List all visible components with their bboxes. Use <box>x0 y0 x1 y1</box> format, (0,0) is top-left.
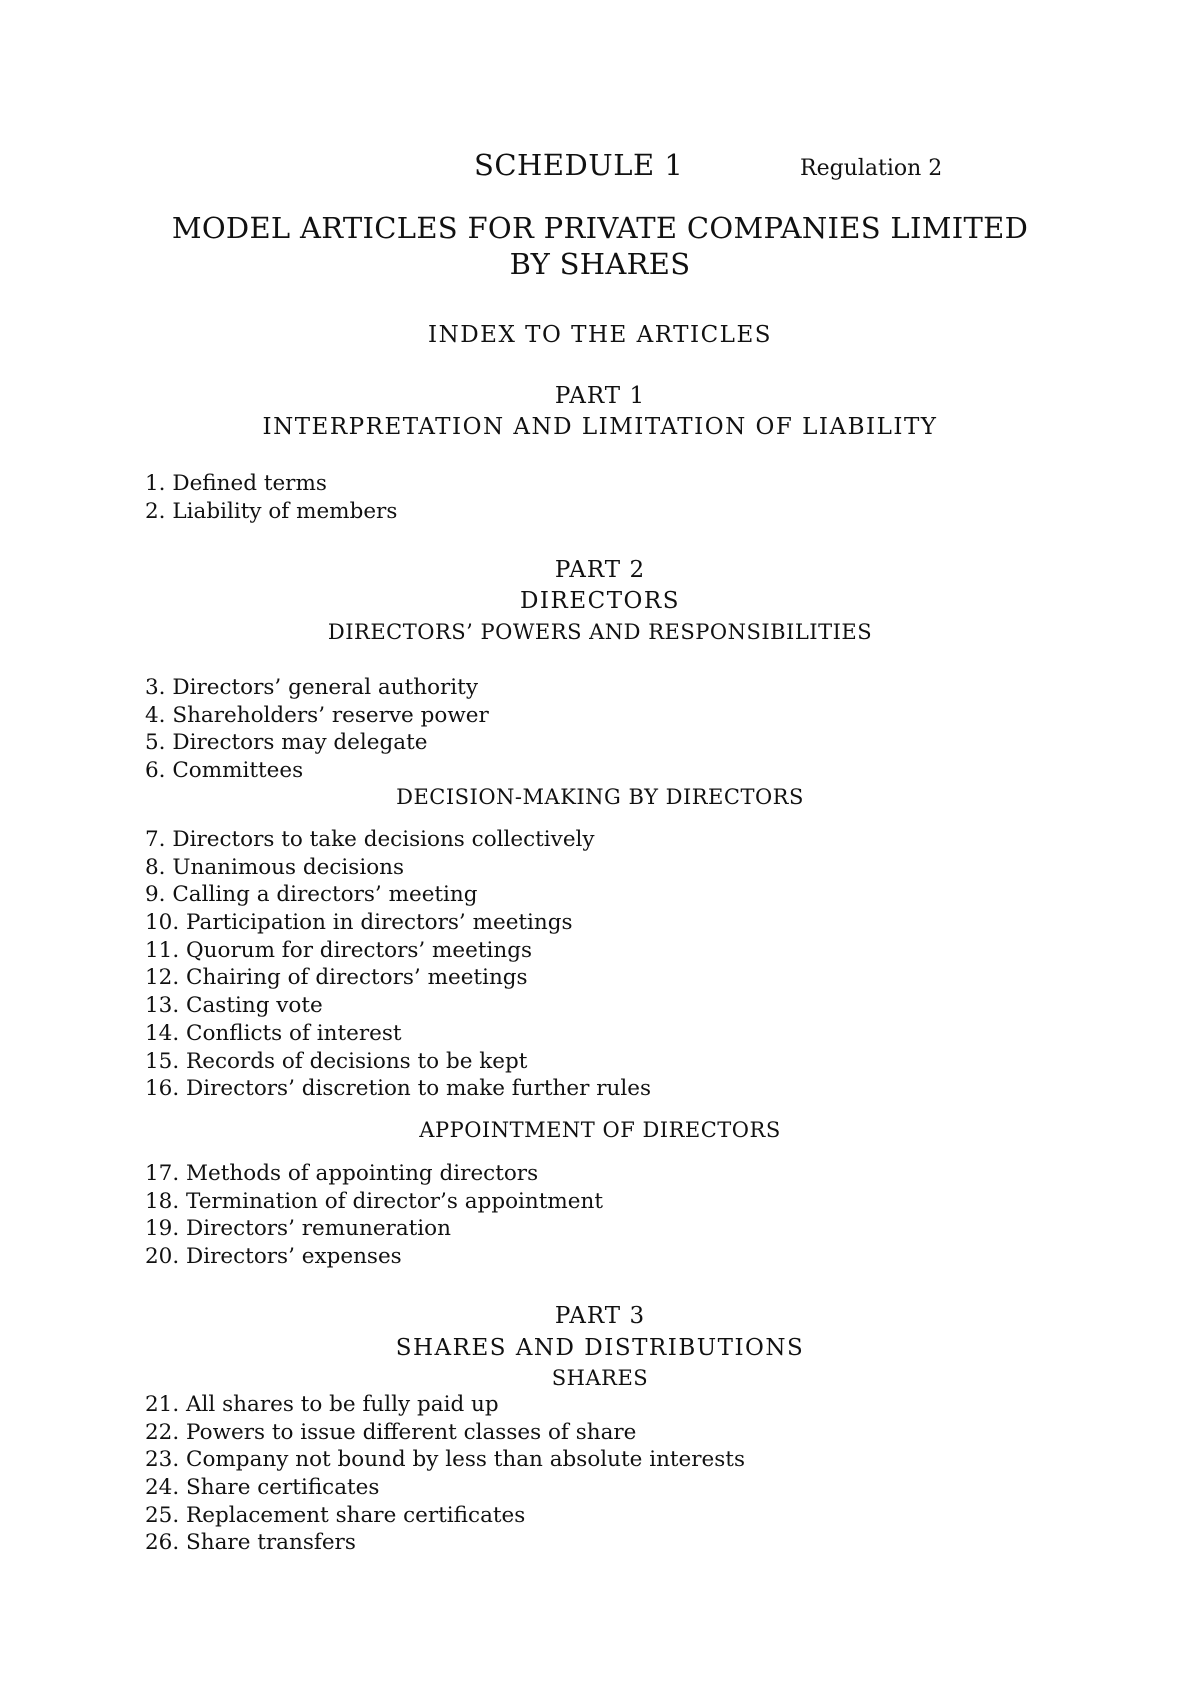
powers-article-list <box>145 674 489 785</box>
section-heading-shares: SHARES <box>551 1366 649 1390</box>
article-item: 21. All shares to be fully paid up <box>145 1392 499 1417</box>
schedule-heading: SCHEDULE 1 <box>474 148 684 182</box>
part3-title: SHARES AND DISTRIBUTIONS <box>395 1335 805 1361</box>
document-title: MODEL ARTICLES FOR PRIVATE COMPANIES LIMITED BY SHARES <box>171 211 1029 281</box>
article-item: 6. Committees <box>145 758 304 784</box>
article-item: 26. Share transfers <box>145 1530 356 1556</box>
appointment-article-list <box>145 1160 603 1271</box>
article-item: 12. Chairing of directors’ meetings <box>145 965 528 991</box>
article-item: 3. Directors’ general authority <box>145 675 478 700</box>
part3-label: PART 3 <box>554 1303 646 1329</box>
article-item: 24. Share certificates <box>145 1475 380 1501</box>
shares-article-list <box>145 1391 745 1557</box>
section-heading-decision-making: DECISION-MAKING BY DIRECTORS <box>396 785 804 809</box>
decision-making-article-list <box>145 826 651 1103</box>
article-item: 5. Directors may delegate <box>145 730 428 756</box>
part1-title: INTERPRETATION AND LIMITATION OF LIABILITY <box>262 414 938 440</box>
article-item: 19. Directors’ remuneration <box>145 1216 451 1242</box>
article-item: 2. Liability of members <box>145 498 398 524</box>
article-item: 7. Directors to take decisions collectively <box>145 827 595 852</box>
part1-label: PART 1 <box>554 383 646 409</box>
article-item: 11. Quorum for directors’ meetings <box>145 937 533 963</box>
article-item: 16. Directors’ discretion to make further rules <box>145 1076 651 1102</box>
article-item: 25. Replacement share certificates <box>145 1502 526 1528</box>
part2-title: DIRECTORS <box>519 588 680 614</box>
part1-article-list <box>145 470 397 525</box>
article-item: 4. Shareholders’ reserve power <box>145 702 489 728</box>
article-item: 10. Participation in directors’ meetings <box>145 910 573 936</box>
article-item: 15. Records of decisions to be kept <box>145 1048 528 1074</box>
article-item: 20. Directors’ expenses <box>145 1244 402 1270</box>
article-item: 8. Unanimous decisions <box>145 854 405 880</box>
regulation-reference: Regulation 2 <box>800 156 943 181</box>
schedule-line <box>0 148 1200 188</box>
index-heading: INDEX TO THE ARTICLES <box>428 322 772 348</box>
article-item: 17. Methods of appointing directors <box>145 1161 539 1186</box>
section-heading-appointment: APPOINTMENT OF DIRECTORS <box>419 1118 781 1142</box>
article-item: 22. Powers to issue different classes of share <box>145 1419 637 1445</box>
section-heading-powers: DIRECTORS’ POWERS AND RESPONSIBILITIES <box>327 620 873 644</box>
article-item: 18. Termination of director’s appointment <box>145 1188 603 1214</box>
article-item: 23. Company not bound by less than absolute interests <box>145 1447 745 1473</box>
article-item: 13. Casting vote <box>145 993 323 1019</box>
article-item: 14. Conflicts of interest <box>145 1020 402 1046</box>
article-item: 1. Defined terms <box>145 471 327 496</box>
article-item: 9. Calling a directors’ meeting <box>145 882 478 908</box>
part2-label: PART 2 <box>554 557 646 583</box>
